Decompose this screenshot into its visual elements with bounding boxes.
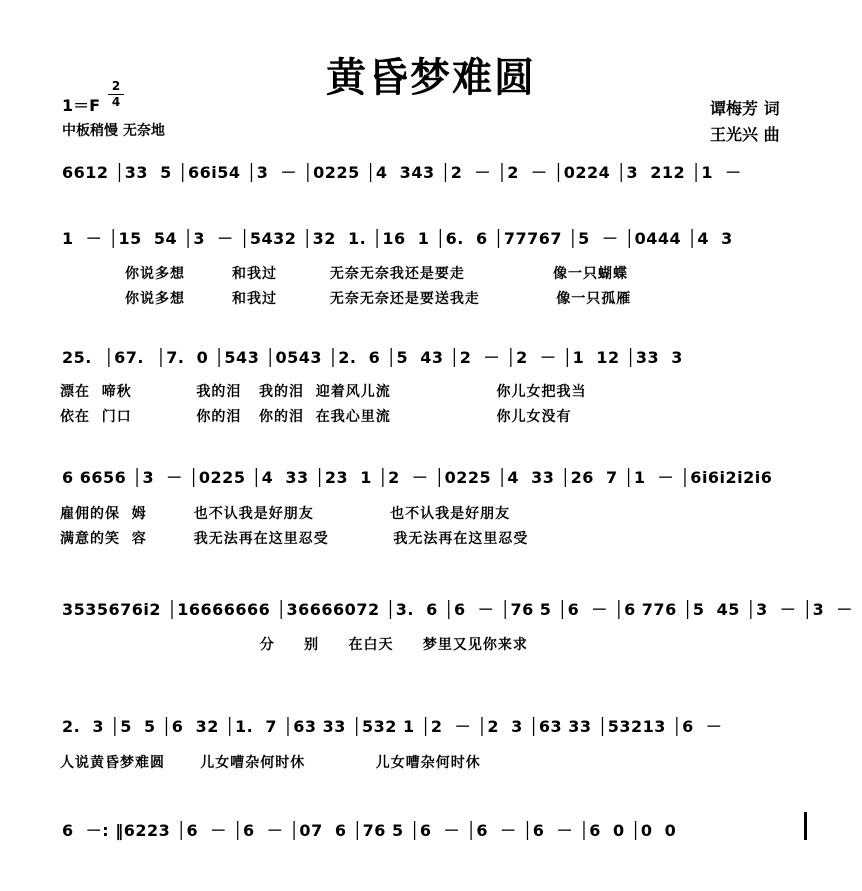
song-title: 黄昏梦难圆 bbox=[326, 55, 536, 101]
notation-row-7: 6 －: ‖6223 │6 － │6 － │07 6 │76 5 │6 － │6 － │6 － │6 0 │0 0 bbox=[62, 821, 677, 840]
key-signature: 1＝F bbox=[62, 96, 101, 115]
time-signature-top: 2 bbox=[111, 79, 121, 93]
notation-row-4: 6 6656 │3 － │0225 │4 33 │23 1 │2 － │0225 │4 33 │26 7 │1 － │6i6i2i2i6 bbox=[62, 468, 773, 487]
lyric-row-4-verse-1: 雇佣的保 姆 也不认我是好朋友 也不认我是好朋友 bbox=[60, 506, 511, 522]
time-signature-bottom: 4 bbox=[111, 95, 121, 109]
lyric-row-5-verse-1: 分 别 在白天 梦里又见你来求 bbox=[60, 637, 528, 653]
notation-row-5: 3535676i2 │16666666 │36666072 │3. 6 │6 － │76 5 │6 － │6 776 │5 45 │3 － │3 － bbox=[62, 600, 853, 619]
notation-row-2: 1 － │15 54 │3 － │5432 │32 1. │16 1 │6. 6 │77767 │5 － │0444 │4 3 bbox=[62, 229, 733, 248]
notation-row-3: 25. │67. │7. 0 │543 │0543 │2. 6 │5 43 │2 － │2 － │1 12 │33 3 bbox=[62, 348, 683, 367]
tempo-marking: 中板稍慢 无奈地 bbox=[62, 123, 165, 139]
notation-row-6: 2. 3 │5 5 │6 32 │1. 7 │63 33 │532 1 │2 － │2 3 │63 33 │53213 │6 － bbox=[62, 717, 723, 736]
lyric-row-6-verse-1: 人说黄昏梦难圆 儿女嘈杂何时休 儿女嘈杂何时休 bbox=[60, 755, 481, 771]
lyric-row-2-verse-1: 你说多想 和我过 无奈无奈我还是要走 像一只蝴蝶 bbox=[125, 266, 628, 282]
lyricist-credit: 谭梅芳 词 bbox=[710, 99, 780, 118]
lyric-row-2-verse-2: 你说多想 和我过 无奈无奈还是要送我走 像一只孤雁 bbox=[125, 291, 632, 307]
time-signature bbox=[108, 80, 124, 109]
lyric-row-3-verse-1: 漂在 啼秋 我的泪 我的泪 迎着风儿流 你儿女把我当 bbox=[60, 384, 587, 400]
notation-row-1: 6612 │33 5 │66i54 │3 － │0225 │4 343 │2 － │2 － │0224 │3 212 │1 － bbox=[62, 163, 742, 182]
composer-credit: 王光兴 曲 bbox=[710, 125, 780, 144]
lyric-row-3-verse-2: 依在 门口 你的泪 你的泪 在我心里流 你儿女没有 bbox=[60, 409, 572, 425]
lyric-row-4-verse-2: 满意的笑 容 我无法再在这里忍受 我无法再在这里忍受 bbox=[60, 531, 529, 547]
final-barline bbox=[804, 812, 807, 840]
